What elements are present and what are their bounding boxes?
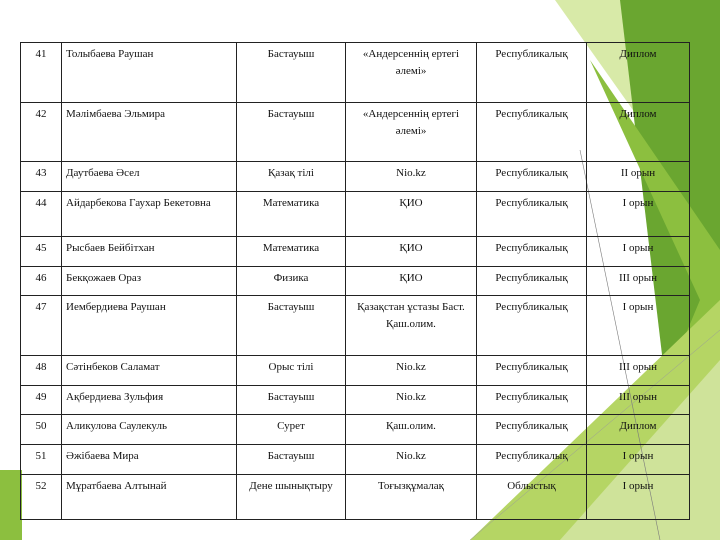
- subject: Математика: [237, 237, 346, 267]
- competition-level: Республикалық: [477, 356, 587, 386]
- result: Диплом: [587, 415, 690, 445]
- row-number: 42: [21, 103, 62, 162]
- competition-name: Nio.kz: [346, 445, 477, 475]
- row-number: 50: [21, 415, 62, 445]
- subject: Сурет: [237, 415, 346, 445]
- result: І орын: [587, 475, 690, 520]
- result: ІІ орын: [587, 162, 690, 192]
- table-row: [21, 237, 690, 267]
- competition-level: Республикалық: [477, 267, 587, 296]
- result: Диплом: [587, 43, 690, 103]
- table-row: [21, 386, 690, 415]
- subject: Бастауыш: [237, 386, 346, 415]
- subject: Математика: [237, 192, 346, 237]
- row-number: 51: [21, 445, 62, 475]
- teacher-name: Рысбаев Бейбітхан: [62, 237, 237, 267]
- subject: Дене шынықтыру: [237, 475, 346, 520]
- table-row: [21, 192, 690, 237]
- subject: Физика: [237, 267, 346, 296]
- competition-level: Республикалық: [477, 103, 587, 162]
- teacher-name: Айдарбекова Гаухар Бекетовна: [62, 192, 237, 237]
- result: ІІІ орын: [587, 267, 690, 296]
- competition-name: ҚИО: [346, 237, 477, 267]
- competition-name: «Андерсеннің ертегі әлемі»: [346, 43, 477, 103]
- result: І орын: [587, 237, 690, 267]
- result: І орын: [587, 192, 690, 237]
- competition-level: Облыстық: [477, 475, 587, 520]
- teacher-name: Аликулова Саулекуль: [62, 415, 237, 445]
- competition-level: Республикалық: [477, 296, 587, 356]
- teacher-name: Әжібаева Мира: [62, 445, 237, 475]
- result: І орын: [587, 445, 690, 475]
- competition-name: Қазақстан ұстазы Баст. Қаш.олим.: [346, 296, 477, 356]
- row-number: 47: [21, 296, 62, 356]
- competition-name: ҚИО: [346, 192, 477, 237]
- table-row: [21, 43, 690, 103]
- table-row: [21, 267, 690, 296]
- teacher-name: Бекқожаев Ораз: [62, 267, 237, 296]
- competition-level: Республикалық: [477, 415, 587, 445]
- row-number: 52: [21, 475, 62, 520]
- subject: Бастауыш: [237, 103, 346, 162]
- competition-name: Тоғызқұмалақ: [346, 475, 477, 520]
- competition-name: Nio.kz: [346, 356, 477, 386]
- subject: Бастауыш: [237, 296, 346, 356]
- teacher-name: Мәлімбаева Эльмира: [62, 103, 237, 162]
- table-row: [21, 162, 690, 192]
- result: Диплом: [587, 103, 690, 162]
- competition-level: Республикалық: [477, 43, 587, 103]
- teacher-name: Ақбердиева Зульфия: [62, 386, 237, 415]
- competition-name: Nio.kz: [346, 386, 477, 415]
- results-table: [20, 42, 690, 520]
- teacher-name: Толыбаева Раушан: [62, 43, 237, 103]
- row-number: 44: [21, 192, 62, 237]
- row-number: 49: [21, 386, 62, 415]
- row-number: 43: [21, 162, 62, 192]
- table-row: [21, 356, 690, 386]
- result: ІІІ орын: [587, 386, 690, 415]
- competition-name: Nio.kz: [346, 162, 477, 192]
- row-number: 48: [21, 356, 62, 386]
- competition-level: Республикалық: [477, 237, 587, 267]
- teacher-name: Даутбаева Әсел: [62, 162, 237, 192]
- row-number: 41: [21, 43, 62, 103]
- competition-name: «Андерсеннің ертегі әлемі»: [346, 103, 477, 162]
- teacher-name: Иембердиева Раушан: [62, 296, 237, 356]
- table-row: [21, 296, 690, 356]
- table-row: [21, 475, 690, 520]
- subject: Орыс тілі: [237, 356, 346, 386]
- teacher-name: Сәтінбеков Саламат: [62, 356, 237, 386]
- competition-name: Қаш.олим.: [346, 415, 477, 445]
- table-row: [21, 415, 690, 445]
- subject: Бастауыш: [237, 43, 346, 103]
- competition-level: Республикалық: [477, 162, 587, 192]
- competition-name: ҚИО: [346, 267, 477, 296]
- subject: Бастауыш: [237, 445, 346, 475]
- competition-level: Республикалық: [477, 386, 587, 415]
- result: ІІІ орын: [587, 356, 690, 386]
- subject: Қазақ тілі: [237, 162, 346, 192]
- row-number: 46: [21, 267, 62, 296]
- table-row: [21, 103, 690, 162]
- result: І орын: [587, 296, 690, 356]
- row-number: 45: [21, 237, 62, 267]
- teacher-name: Мұратбаева Алтынай: [62, 475, 237, 520]
- competition-level: Республикалық: [477, 445, 587, 475]
- green-shape-left-small: [0, 470, 22, 540]
- competition-level: Республикалық: [477, 192, 587, 237]
- table-row: [21, 445, 690, 475]
